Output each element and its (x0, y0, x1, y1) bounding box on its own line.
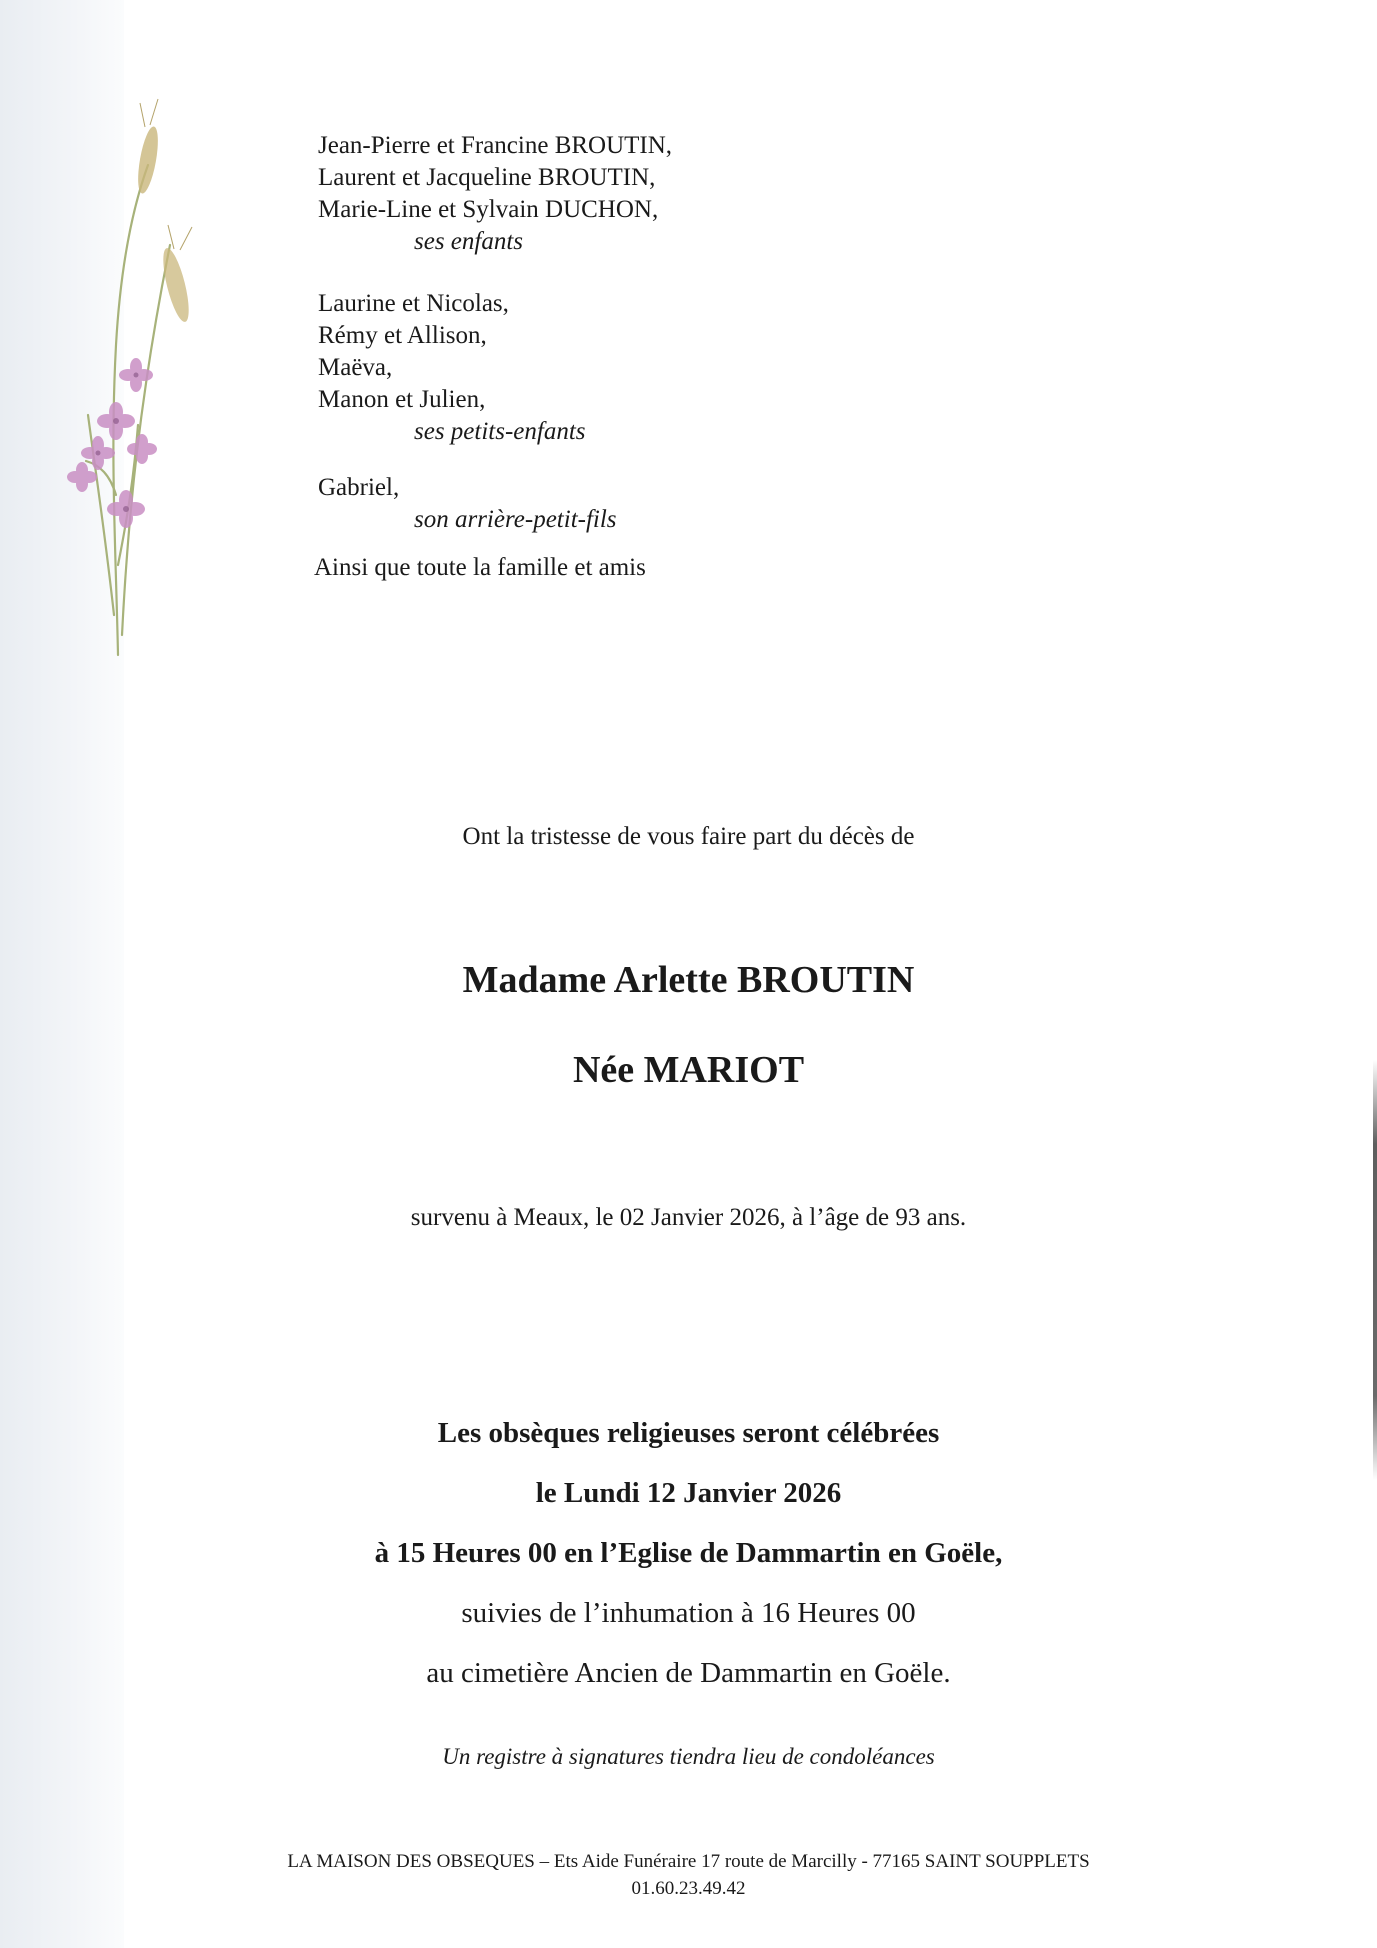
funeral-home-address: LA MAISON DES OBSEQUES – Ets Aide Funéraire 17 route de Marcilly - 77165 SAINT SOUPPLETS (287, 1851, 1090, 1872)
funeral-home-phone: 01.60.23.49.42 (631, 1878, 746, 1899)
child-line: Marie-Line et Sylvain DUCHON, (318, 196, 659, 223)
child-line: Laurent et Jacqueline BROUTIN, (318, 164, 656, 191)
great-grandchild-role: son arrière-petit-fils (414, 506, 617, 533)
floral-illustration (30, 95, 210, 665)
funeral-line-2: le Lundi 12 Janvier 2026 (535, 1477, 842, 1509)
register-note: Un registre à signatures tiendra lieu de condoléances (442, 1744, 935, 1769)
children-role: ses enfants (414, 228, 524, 255)
great-grandchild-line: Gabriel, (318, 474, 400, 501)
family-list (314, 130, 673, 584)
announcement-intro: Ont la tristesse de vous faire part du décès de (462, 823, 915, 850)
footer (0, 1848, 1377, 1902)
violet-flower-icon (67, 358, 157, 528)
grandchildren-role: ses petits-enfants (414, 418, 586, 445)
wheat-grain-icon (134, 99, 194, 324)
deceased-name: Madame Arlette BROUTIN (462, 959, 915, 1001)
maiden-name: Née MARIOT (572, 1049, 805, 1091)
funeral-line-4: suivies de l’inhumation à 16 Heures 00 (461, 1597, 916, 1629)
funeral-line-3: à 15 Heures 00 en l’Eglise de Dammartin en Goële, (374, 1537, 1003, 1569)
grandchild-line: Laurine et Nicolas, (318, 290, 509, 317)
grandchild-line: Rémy et Allison, (318, 322, 487, 349)
grandchild-line: Maëva, (318, 354, 393, 381)
funeral-details (0, 1403, 1377, 1703)
death-details: survenu à Meaux, le 02 Janvier 2026, à l’âge de 93 ans. (410, 1204, 967, 1231)
others-line: Ainsi que toute la famille et amis (314, 554, 646, 581)
grandchild-line: Manon et Julien, (318, 386, 486, 413)
child-line: Jean-Pierre et Francine BROUTIN, (318, 132, 673, 159)
funeral-line-5: au cimetière Ancien de Dammartin en Goële. (426, 1657, 951, 1689)
funeral-line-1: Les obsèques religieuses seront célébrées (437, 1417, 940, 1449)
